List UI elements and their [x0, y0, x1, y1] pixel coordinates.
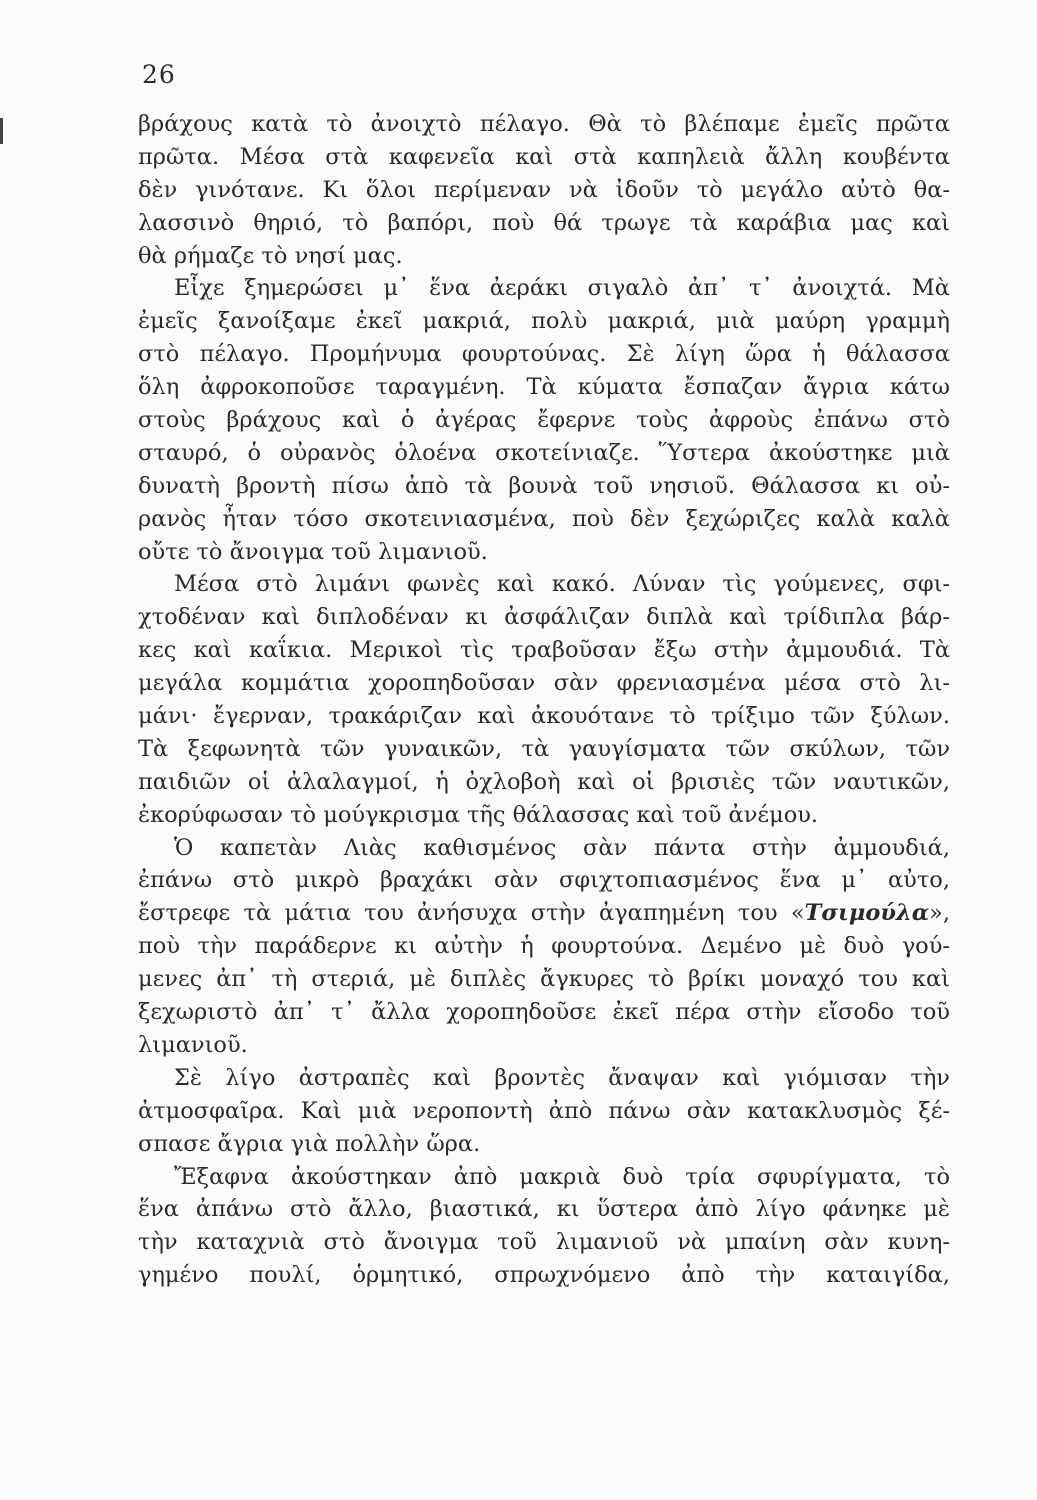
text-line: [138, 996, 950, 1029]
text-line-content: ἕνα ἀπάνω στὸ ἄλλο, βιαστικά, κι ὕστερα ἀπὸ λίγο φάνηκε μὲ: [138, 1196, 950, 1223]
text-line-content: μενες ἀπ᾽ τὴ στεριά, μὲ διπλὲς ἄγκυρες τὸ βρίκι μοναχό του καὶ: [138, 966, 950, 993]
text-line: [138, 897, 950, 930]
text-line: [138, 1226, 950, 1259]
text-line-content: Μέσα στὸ λιμάνι φωνὲς καὶ κακό. Λύναν τὶς γούμενες, σφι-: [174, 571, 950, 598]
text-line-content: στοὺς βράχους καὶ ὁ ἀγέρας ἔφερνε τοὺς ἀφροὺς ἐπάνω στὸ: [138, 407, 950, 434]
text-line-content: μάνι· ἔγερναν, τρακάριζαν καὶ ἀκουότανε τὸ τρίξιμο τῶν ξύλων.: [138, 703, 950, 730]
text-line: [138, 240, 950, 273]
text-line-content: κες καὶ καΐκια. Μερικοὶ τὶς τραβοῦσαν ἔξω στὴν ἀμμουδιά. Τὰ: [138, 637, 950, 664]
text-line-content: ποὺ τὴν παράδερνε κι αὐτὴν ἡ φουρτούνα. Δεμένο μὲ δυὸ γού-: [138, 933, 950, 960]
text-line-content: τὴν καταχνιὰ στὸ ἄνοιγμα τοῦ λιμανιοῦ νὰ μπαίνη σὰν κυνη-: [138, 1229, 950, 1256]
text-line-content: ἀτμοσφαῖρα. Καὶ μιὰ νεροποντὴ ἀπὸ πάνω σὰν κατακλυσμὸς ξέ-: [138, 1097, 950, 1124]
text-line-content: δὲν γινότανε. Κι ὅλοι περίμεναν νὰ ἰδοῦν τὸ μεγάλο αὐτὸ θα-: [138, 176, 950, 203]
text-line: [138, 305, 950, 338]
text-line: [138, 1161, 950, 1194]
text-line: [138, 733, 950, 766]
text-line-content: ρανὸς ἦταν τόσο σκοτεινιασμένα, ποὺ δὲν ξεχώριζες καλὰ καλὰ: [138, 505, 950, 532]
page-number: 26: [142, 60, 176, 89]
text-line: [138, 634, 950, 667]
text-line: [138, 272, 950, 305]
text-line: [138, 1062, 950, 1095]
text-line-content: ξεχωριστὸ ἀπ᾽ τ᾽ ἄλλα χοροπηδοῦσε ἐκεῖ πέρα στὴν εἴσοδο τοῦ: [138, 999, 950, 1026]
text-line: [138, 503, 950, 536]
page-edge-mark: [0, 118, 3, 144]
text-line-content: ὅλη ἀφροκοποῦσε ταραγμένη. Τὰ κύματα ἔσπαζαν ἄγρια κάτω: [138, 374, 950, 401]
body-text: [138, 108, 950, 1292]
text-line: [138, 404, 950, 437]
text-line: [138, 108, 950, 141]
text-line: [138, 1029, 950, 1062]
text-line-content: μεγάλα κομμάτια χοροπηδοῦσαν σὰν φρενιασμένα μέσα στὸ λι-: [138, 670, 950, 697]
text-line-content: παιδιῶν οἱ ἀλαλαγμοί, ἡ ὀχλοβοὴ καὶ οἱ βρισιὲς τῶν ναυτικῶν,: [138, 768, 950, 795]
text-line-content: πρῶτα. Μέσα στὰ καφενεῖα καὶ στὰ καπηλειὰ ἄλλη κουβέντα: [138, 143, 950, 170]
text-line-content: λιμανιοῦ.: [138, 1031, 248, 1058]
text-line: [138, 799, 950, 832]
text-line: [138, 1095, 950, 1128]
text-line: [138, 667, 950, 700]
text-line-tail: »,: [929, 900, 950, 927]
text-line: [138, 568, 950, 601]
text-line-content: γημένο πουλί, ὁρμητικό, σπρωχνόμενο ἀπὸ τὴν καταιγίδα,: [138, 1262, 950, 1289]
text-line-content: Ὁ καπετὰν Λιὰς καθισμένος σὰν πάντα στὴν ἀμμουδιά,: [174, 834, 950, 861]
text-line: [138, 1193, 950, 1226]
text-line: [138, 864, 950, 897]
text-line: [138, 1259, 950, 1292]
text-line: [138, 338, 950, 371]
text-line: [138, 700, 950, 733]
text-line: [138, 470, 950, 503]
text-line-content: Τὰ ξεφωνητὰ τῶν γυναικῶν, τὰ γαυγίσματα τῶν σκύλων, τῶν: [138, 735, 950, 762]
text-line-content: σπασε ἄγρια γιὰ πολλὴν ὥρα.: [138, 1130, 481, 1157]
text-line: [138, 601, 950, 634]
text-line: [138, 141, 950, 174]
text-line-content: δυνατὴ βροντὴ πίσω ἀπὸ τὰ βουνὰ τοῦ νησιοῦ. Θάλασσα κι οὐ-: [138, 472, 950, 499]
text-line-content: οὔτε τὸ ἄνοιγμα τοῦ λιμανιοῦ.: [138, 538, 488, 565]
text-line-content: στὸ πέλαγο. Προμήνυμα φουρτούνας. Σὲ λίγη ὥρα ἡ θάλασσα: [138, 341, 950, 368]
text-line-content: ἐμεῖς ξανοίξαμε ἐκεῖ μακριά, πολὺ μακριά, μιὰ μαύρη γραμμὴ: [138, 308, 950, 335]
text-line-content: ἐπάνω στὸ μικρὸ βραχάκι σὰν σφιχτοπιασμένος ἕνα μ᾽ αὐτο,: [138, 867, 950, 894]
text-line-content: Εἶχε ξημερώσει μ᾽ ἕνα ἀεράκι σιγαλὸ ἀπ᾽ τ᾽ ἀνοιχτά. Μὰ: [174, 275, 950, 302]
text-line-content: ἔστρεφε τὰ μάτια του ἀνήσυχα στὴν ἀγαπημένη του «: [138, 900, 805, 927]
text-line: [138, 174, 950, 207]
text-line: [138, 963, 950, 996]
text-line-content: ἐκορύφωσαν τὸ μούγκρισμα τῆς θάλασσας καὶ τοῦ ἀνέμου.: [138, 801, 819, 828]
text-line-content: Σὲ λίγο ἀστραπὲς καὶ βροντὲς ἄναψαν καὶ γιόμισαν τὴν: [174, 1064, 950, 1091]
text-line-content: Ἔξαφνα ἀκούστηκαν ἀπὸ μακριὰ δυὸ τρία σφυρίγματα, τὸ: [174, 1163, 950, 1190]
text-line-content: βράχους κατὰ τὸ ἀνοιχτὸ πέλαγο. Θὰ τὸ βλέπαμε ἐμεῖς πρῶτα: [138, 111, 950, 137]
text-line: [138, 1128, 950, 1161]
text-line-content: θὰ ρήμαζε τὸ νησί μας.: [138, 242, 403, 269]
text-line: [138, 371, 950, 404]
ship-name: Τσιμούλα: [804, 900, 930, 927]
text-line-content: σταυρό, ὁ οὐρανὸς ὁλοένα σκοτείνιαζε. Ὕστερα ἀκούστηκε μιὰ: [138, 439, 950, 466]
text-line-content: χτοδέναν καὶ διπλοδέναν κι ἀσφάλιζαν διπλὰ καὶ τρίδιπλα βάρ-: [138, 604, 950, 631]
text-line: [138, 536, 950, 569]
text-line: [138, 930, 950, 963]
text-line: [138, 207, 950, 240]
text-line-content: λασσινὸ θηριό, τὸ βαπόρι, ποὺ θά τρωγε τὰ καράβια μας καὶ: [138, 209, 950, 236]
text-line: [138, 437, 950, 470]
text-line: [138, 832, 950, 865]
text-line: [138, 766, 950, 799]
